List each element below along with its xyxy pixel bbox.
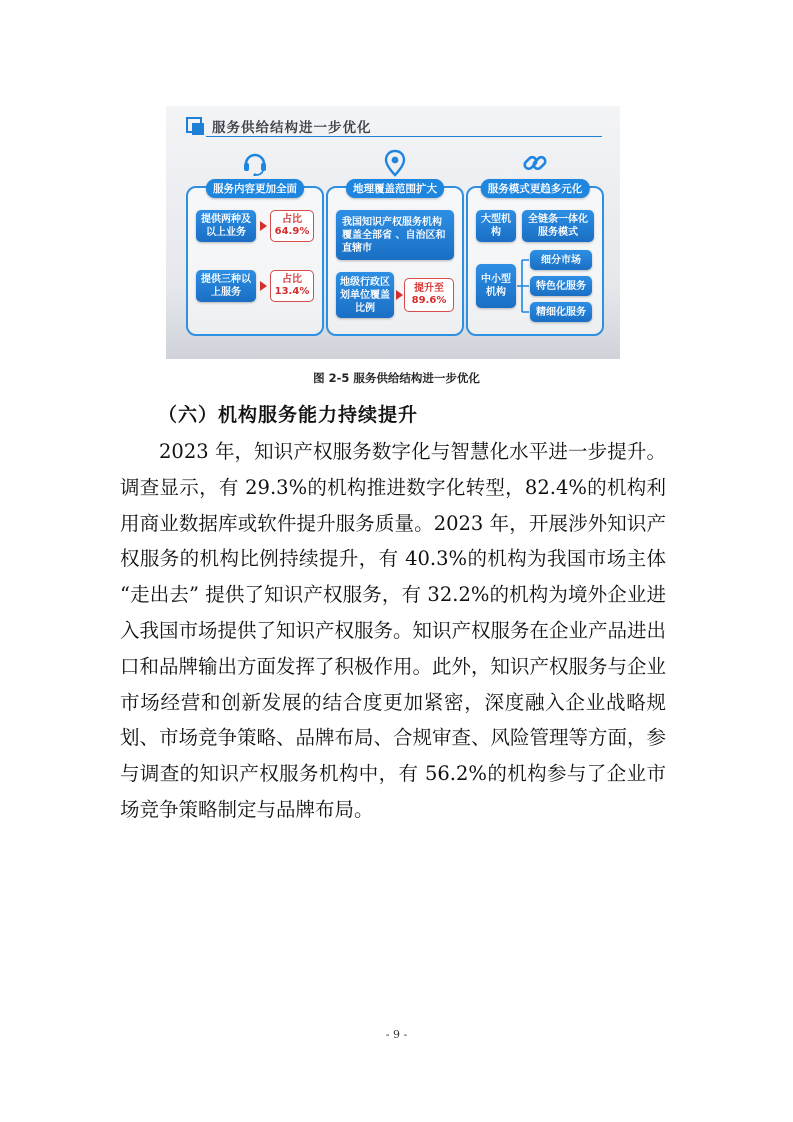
figure-title-underline: [206, 136, 602, 137]
headset-icon: [186, 146, 324, 180]
badge-value: 64.9%: [274, 226, 310, 237]
infographic-figure: [166, 106, 620, 359]
body-paragraph: 2023 年，知识产权服务数字化与智慧化水平进一步提升。调查显示，有 29.3%的机构推进数字化转型，82.4%的机构利用商业数据库或软件提升服务质量。2023 年，开展涉外知识产权服务的机构比例持续提升，有 40.3%的机构为我国市场主体 “走出去” 提供了知识产权服务，有 32.2%的机构为境外企业进入我国市场提供了知识产权服务。知识产权服务在企业产品进出口和品牌输出方面发挥了积极作用。此外，知识产权服务与企业市场经营和创新发展的结合度更加紧密，深度融入企业战略规划、市场竞争策略、品牌布局、合规审查、风险管理等方面，参与调查的知识产权服务机构中，有 56.2%的机构参与了企业市场竞争策略制定与品牌布局。: [120, 440, 667, 821]
prefecture-coverage-box: 地级行政区划单位覆盖比例: [336, 272, 394, 318]
full-chain-service-box: 全链条一体化服务模式: [522, 210, 594, 242]
refined-service-box: 精细化服务: [530, 302, 592, 322]
segment-market-box: 细分市场: [530, 250, 592, 270]
location-pin-icon: [326, 146, 464, 180]
arrow-right-icon: [260, 281, 267, 291]
increase-badge: [404, 278, 454, 312]
badge-label: 提升至: [414, 283, 444, 294]
arrow-right-icon: [396, 290, 403, 300]
two-services-box: 提供两种及以上业务: [196, 210, 256, 242]
panel-frame: [466, 183, 604, 336]
badge-label: 占比: [282, 214, 302, 225]
share-badge: [270, 270, 314, 302]
large-institution-box: 大型机构: [476, 210, 516, 242]
page-number: - 9 -: [385, 1028, 408, 1041]
panel-header: 服务内容更加全面: [206, 179, 304, 198]
specialized-service-box: 特色化服务: [530, 276, 592, 296]
figure-caption: 图 2-5 服务供给结构进一步优化: [313, 371, 480, 385]
panel-header: 服务模式更趋多元化: [481, 179, 590, 198]
badge-label: 占比: [282, 274, 302, 285]
share-badge: [270, 210, 314, 242]
badge-value: 13.4%: [274, 286, 310, 297]
figure-header: [186, 116, 372, 136]
panel-frame: [326, 183, 464, 336]
three-services-box: 提供三种以上服务: [196, 270, 256, 302]
badge-value: 89.6%: [411, 295, 447, 306]
branch-connector-icon: [516, 248, 530, 324]
square-logo-icon: [186, 117, 204, 135]
panel-frame: [186, 183, 324, 336]
figure-title: 服务供给结构进一步优化: [212, 120, 372, 136]
arrow-right-icon: [260, 221, 267, 231]
chain-link-icon: [466, 146, 604, 180]
section-heading: （六）机构服务能力持续提升: [158, 404, 419, 426]
sme-institution-box: 中小型机构: [476, 264, 516, 308]
panel-header: 地理覆盖范围扩大: [346, 179, 444, 198]
coverage-box: 我国知识产权服务机构覆盖全部省 、自治区和直辖市: [336, 210, 454, 260]
